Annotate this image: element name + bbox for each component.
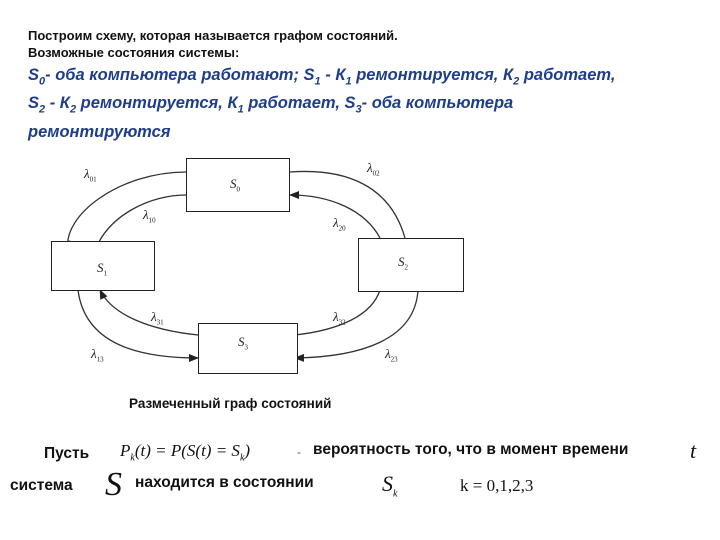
states-description: $S_0-$ оба компьютера работают; $S_1 - К_1$ ремонтируется, $К_2$ работает, $S_2 - К_2$ ремонтируется, $К_1$ работает, $S_3-$ оба компьютера ремонтируются [28,66,616,141]
state-node-s3 [198,323,298,374]
rate-label-32: $\lambda_{32}$ [333,309,346,327]
state-label-s0: $S_0$ [230,176,240,194]
rate-label-20: $\lambda_{20}$ [333,215,346,233]
state-label-s2: $S_2$ [398,254,408,272]
time-symbol: t [690,438,697,463]
probability-formula: $P_k(t) = P(S(t) = S_k)$ [120,441,251,464]
intro-line-2: Возможные состояния системы: [28,45,240,60]
edge-s2-s3 [295,290,418,358]
formula-dash: - [297,445,301,459]
system-word: система [10,477,73,494]
edge-s0-s2 [290,171,405,238]
let-word: Пусть [44,445,90,462]
diagram-caption: Размеченный граф состояний [129,396,332,411]
state-label-s1: $S_1$ [97,260,107,278]
rate-label-31: $\lambda_{31}$ [151,309,164,327]
rate-label-01: $\lambda_{01}$ [84,166,97,184]
probability-text: вероятность того, что в момент времени [313,441,629,458]
k-values: k = 0,1,2,3 [460,476,534,495]
state-label-s3: $S_3$ [238,334,248,352]
state-node-s2 [358,238,464,292]
intro-line-1: Построим схему, которая называется графом состояний. [28,28,398,43]
system-symbol: S [105,466,122,503]
rate-label-10: $\lambda_{10}$ [143,207,156,225]
state-sk-symbol: $S_k$ [382,471,398,500]
rate-label-13: $\lambda_{13}$ [91,346,104,364]
rate-label-23: $\lambda_{23}$ [385,346,398,364]
edge-s0-s1 [68,172,186,250]
located-text: находится в состоянии [135,474,314,491]
rate-label-02: $\lambda_{02}$ [367,160,380,178]
edge-s3-s1 [100,290,198,335]
